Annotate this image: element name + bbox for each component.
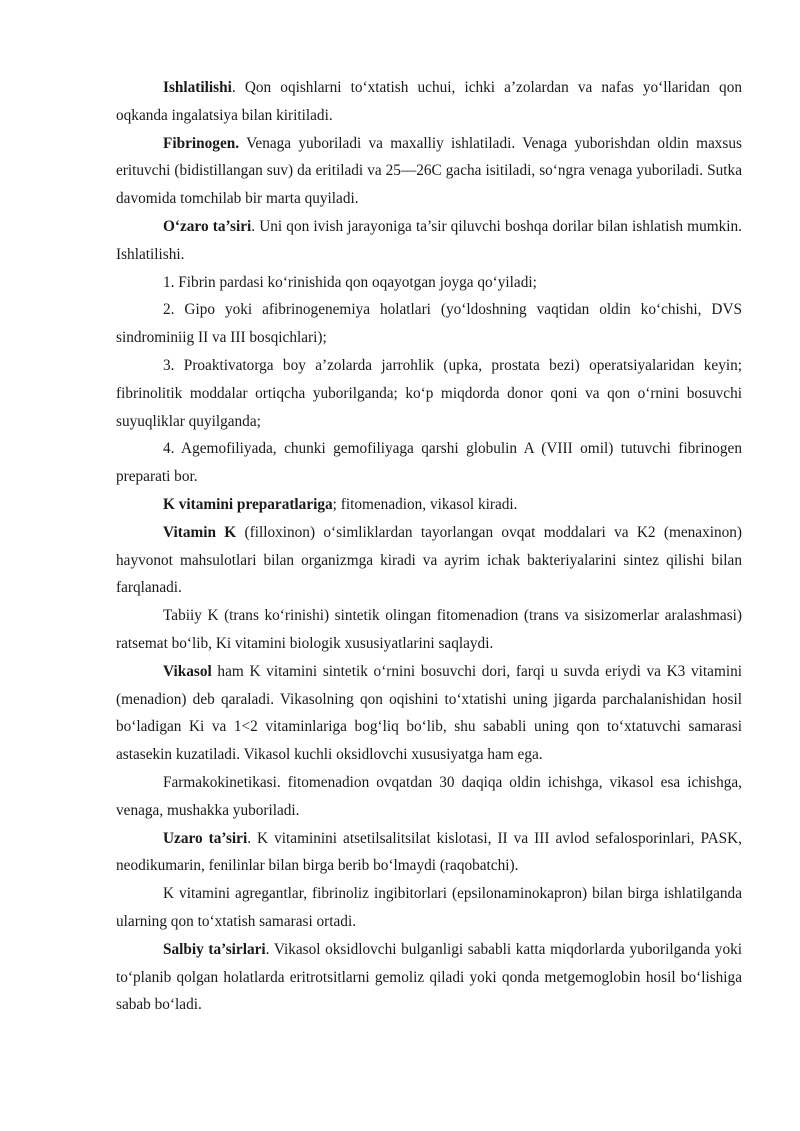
- paragraph-heading: Fibrinogen.: [163, 134, 240, 152]
- paragraph-fibrinogen: [116, 130, 742, 213]
- paragraph-text: K vitamini agregantlar, fibrinoliz ingibitorlari (epsilonaminokapron) bilan birga ishlatilganda ularning qon to‘xtatish samarasi ortadi.: [116, 885, 742, 930]
- paragraph-heading: Salbiy ta’sirlari: [163, 940, 266, 958]
- paragraph-uzaro-tasiri: [116, 825, 742, 881]
- paragraph-vikasol: [116, 658, 742, 769]
- paragraph-agregantlar: [116, 880, 742, 936]
- paragraph-text: 1. Fibrin pardasi ko‘rinishida qon oqayotgan joyga qo‘yiladi;: [163, 273, 537, 291]
- paragraph-text: 4. Agemofiliyada, chunki gemofiliyaga qarshi globulin A (VIII omil) tutuvchi fibrinogen preparati bor.: [116, 440, 742, 486]
- paragraph-text: Tabiiy K (trans ko‘rinishi) sintetik olingan fitomenadion (trans va sisizomerlar aralashmasi) ratsemat bo‘lib, Ki vitamini biologik xususiyatlarini saqlaydi.: [116, 607, 742, 652]
- paragraph-ishlatilishi: [116, 74, 742, 130]
- paragraph-text: Venaga yuboriladi va maxalliy ishlatiladi. Venaga yuborishdan oldin maxsus erituvchi (bidistillangan suv) da eritiladi va 25—26C gacha isitiladi, so‘ngra venaga yuboriladi. Sutka davomida tomchilab bir marta quyiladi.: [116, 134, 742, 208]
- paragraph-ozaro-tasiri: [116, 213, 742, 269]
- paragraph-text: (filloxinon) o‘simliklardan tayorlangan ovqat moddalari va K2 (menaxinon) hayvonot mahsulotlari bilan organizmga kiradi va ayrim ichak bakteriyalarini sintez qilishi bilan farqlanadi.: [116, 523, 743, 597]
- paragraph-text: . Qon oqishlarni to‘xtatish uchui, ichki a’zolardan va nafas yo‘llaridan qon oqkanda ingalatsiya bilan kiritiladi.: [116, 79, 742, 124]
- paragraph-text: 3. Proaktivatorga boy a’zolarda jarrohlik (upka, prostata bezi) operatsiyalaridan keyin; fibrinolitik moddalar ortiqcha yuborilganda; ko‘p miqdorda donor qoni va qon o‘rnini bosuvchi suyuqliklar quyilganda;: [116, 356, 742, 430]
- paragraph-k-vitamini-preparatlari: [116, 491, 742, 519]
- paragraph-vitamin-k: [116, 519, 742, 602]
- paragraph-farmakokinetikasi: [116, 769, 742, 825]
- paragraph-text: ; fitomenadion, vikasol kiradi.: [332, 495, 518, 513]
- list-item-3: [116, 352, 742, 435]
- paragraph-text: . K vitaminini atsetilsalitsilat kislotasi, II va III avlod sefalosporinlari, PASK, neodikumarin, fenilinlar bilan birga berib bo‘lmaydi (raqobatchi).: [116, 829, 743, 875]
- paragraph-text: . Vikasol oksidlovchi bulganligi sababli katta miqdorlarda yuborilganda yoki to‘planib qolgan holatlarda eritrotsitlarni gemoliz qiladi yoki qonda metgemoglobin hosil bo‘lishiga sabab bo‘ladi.: [116, 940, 742, 1014]
- paragraph-heading: Vikasol: [163, 662, 212, 680]
- paragraph-heading: K vitamini preparatlariga: [163, 495, 333, 513]
- paragraph-heading: Vitamin K: [163, 523, 237, 541]
- paragraph-heading: O‘zaro ta’siri: [163, 217, 252, 235]
- paragraph-text: ham K vitamini sintetik o‘rnini bosuvchi dori, farqi u suvda eriydi va K3 vitamini (menadion) deb qaraladi. Vikasolning qon oqishini to‘xtatishi uning jigarda parchalanishidan hosil bo‘ladigan Ki va 1<2 vitaminlariga bog‘liq bo‘lib, shu sababli uning qon to‘xtatuvchi samarasi astasekin kuzatiladi. Vikasol kuchli oksidlovchi xususiyatga ham ega.: [116, 662, 742, 764]
- paragraph-tabiiy-k: [116, 602, 742, 658]
- list-item-1: [116, 269, 742, 297]
- paragraph-heading: Uzaro ta’siri: [163, 829, 248, 847]
- list-item-2: [116, 296, 742, 352]
- paragraph-salbiy-tasirlari: [116, 936, 742, 1019]
- paragraph-heading: Ishlatilishi: [163, 79, 232, 96]
- paragraph-text: 2. Gipo yoki afibrinogenemiya holatlari (yo‘ldoshning vaqtidan oldin ko‘chishi, DVS sindrominiig II va III bosqichlari);: [116, 301, 742, 347]
- paragraph-text: . Uni qon ivish jarayoniga ta’sir qiluvchi boshqa dorilar bilan ishlatish mumkin. Ishlatilishi.: [116, 217, 742, 263]
- paragraph-text: Farmakokinetikasi. fitomenadion ovqatdan 30 daqiqa oldin ichishga, vikasol esa ichishga, venaga, mushakka yuboriladi.: [116, 773, 742, 819]
- list-item-4: [116, 435, 742, 491]
